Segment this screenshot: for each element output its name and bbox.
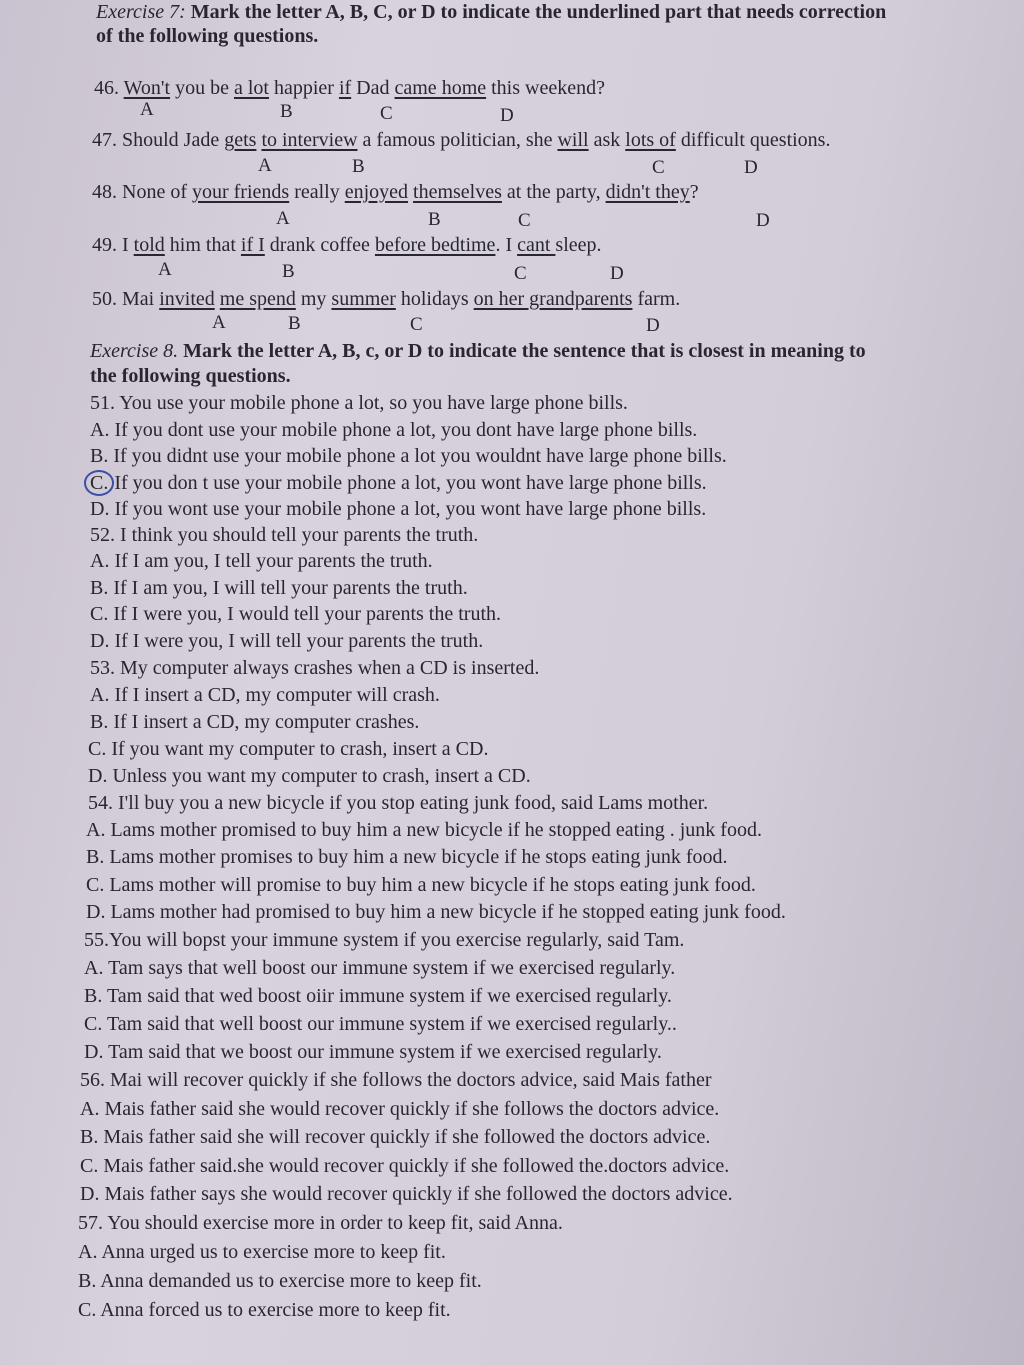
option-51-b: B. If you didnt use your mobile phone a lot you wouldnt have large phone bills. [90, 445, 727, 467]
option-54-c: C. Lams mother will promise to buy him a new bicycle if he stops eating junk food. [86, 874, 756, 896]
option-53-c: C. If you want my computer to crash, insert a CD. [88, 738, 489, 760]
option-55-c: C. Tam said that well boost our immune system if we exercised regularly.. [84, 1013, 677, 1035]
question-57: 57. You should exercise more in order to keep fit, said Anna. [78, 1212, 563, 1234]
q49-mark-c: C [514, 263, 527, 284]
q50-mark-b: B [288, 313, 301, 334]
question-50: 50. Mai invited me spend my summer holidays on her grandparents farm. [92, 288, 681, 310]
option-57-a: A. Anna urged us to exercise more to keep fit. [78, 1241, 446, 1263]
exercise-7-label: Exercise 7: [96, 1, 186, 23]
option-53-b: B. If I insert a CD, my computer crashes. [90, 711, 420, 733]
option-55-b: B. Tam said that wed boost oiir immune system if we exercised regularly. [84, 985, 672, 1007]
question-56: 56. Mai will recover quickly if she follows the doctors advice, said Mais father [80, 1069, 712, 1091]
q46-mark-a: A [140, 99, 154, 120]
question-55: 55.You will bopst your immune system if you exercise regularly, said Tam. [84, 929, 685, 951]
option-57-c: C. Anna forced us to exercise more to keep fit. [78, 1299, 451, 1321]
option-51-a: A. If you dont use your mobile phone a lot, you dont have large phone bills. [90, 419, 698, 441]
option-52-d: D. If I were you, I will tell your parents the truth. [90, 630, 484, 652]
exercise-7-instruction: Mark the letter A, B, C, or D to indicate the underlined part that needs correction [185, 1, 887, 23]
exercise-7-title [96, 0, 886, 24]
option-57-b: B. Anna demanded us to exercise more to keep fit. [78, 1270, 482, 1292]
exercise-8-instruction: Mark the letter A, B, c, or D to indicate the sentence that is closest in meaning to [178, 340, 866, 362]
exercise-7-title-line2: of the following questions. [96, 25, 319, 47]
option-52-c: C. If I were you, I would tell your parents the truth. [90, 603, 502, 625]
question-46: 46. Won't you be a lot happier if Dad came home this weekend? [94, 77, 605, 99]
q50-mark-c: C [410, 314, 423, 335]
option-53-d: D. Unless you want my computer to crash, insert a CD. [88, 765, 531, 787]
question-53: 53. My computer always crashes when a CD is inserted. [90, 657, 540, 679]
option-56-b: B. Mais father said she will recover quickly if she followed the doctors advice. [80, 1126, 711, 1148]
option-53-a: A. If I insert a CD, my computer will crash. [90, 684, 440, 706]
q50-mark-a: A [212, 312, 226, 333]
circled-answer-c: C. [84, 470, 114, 496]
option-52-a: A. If I am you, I tell your parents the truth. [90, 550, 433, 572]
question-54: 54. I'll buy you a new bicycle if you stop eating junk food, said Lams mother. [88, 792, 709, 814]
q49-mark-d: D [610, 263, 624, 284]
option-55-a: A. Tam says that well boost our immune system if we exercised regularly. [84, 957, 676, 979]
exercise-8-title [90, 339, 866, 363]
q48-mark-b: B [428, 209, 441, 230]
q47-mark-d: D [744, 157, 758, 178]
q47-mark-a: A [258, 155, 272, 176]
question-48: 48. None of your friends really enjoyed themselves at the party, didn't they? [92, 181, 699, 203]
option-54-d: D. Lams mother had promised to buy him a new bicycle if he stopped eating junk food. [86, 901, 786, 923]
q46-mark-c: C [380, 103, 393, 124]
option-55-d: D. Tam said that we boost our immune system if we exercised regularly. [84, 1041, 662, 1063]
question-52: 52. I think you should tell your parents the truth. [90, 524, 479, 546]
q48-mark-c: C [518, 210, 531, 231]
q49-mark-b: B [282, 261, 295, 282]
question-47: 47. Should Jade gets to interview a famous politician, she will ask lots of difficult questions. [92, 129, 831, 151]
option-51-d: D. If you wont use your mobile phone a lot, you wont have large phone bills. [90, 498, 707, 520]
option-56-c: C. Mais father said.she would recover quickly if she followed the.doctors advice. [80, 1155, 730, 1177]
question-49: 49. I told him that if I drank coffee before bedtime. I cant sleep. [92, 234, 602, 256]
q47-mark-b: B [352, 156, 365, 177]
exercise-8-label: Exercise 8. [90, 340, 179, 362]
q48-mark-d: D [756, 210, 770, 231]
option-56-d: D. Mais father says she would recover quickly if she followed the doctors advice. [80, 1183, 733, 1205]
option-54-b: B. Lams mother promises to buy him a new bicycle if he stops eating junk food. [86, 846, 728, 868]
q49-mark-a: A [158, 259, 172, 280]
option-52-b: B. If I am you, I will tell your parents the truth. [90, 577, 468, 599]
q48-mark-a: A [276, 208, 290, 229]
question-51: 51. You use your mobile phone a lot, so you have large phone bills. [90, 392, 628, 414]
q50-mark-d: D [646, 315, 660, 336]
option-56-a: A. Mais father said she would recover quickly if she follows the doctors advice. [80, 1098, 720, 1120]
q46-mark-b: B [280, 101, 293, 122]
exercise-8-title-line2: the following questions. [90, 365, 291, 387]
q47-mark-c: C [652, 157, 665, 178]
option-51-c: C. If you don t use your mobile phone a lot, you wont have large phone bills. [90, 470, 707, 496]
q46-mark-d: D [500, 105, 514, 126]
option-54-a: A. Lams mother promised to buy him a new bicycle if he stopped eating . junk food. [86, 819, 762, 841]
